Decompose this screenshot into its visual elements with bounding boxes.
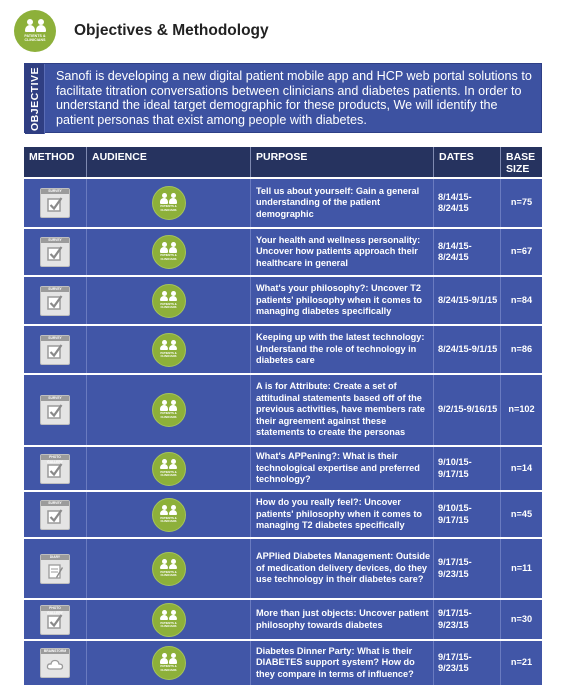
audience-label: PATIENTS & CLINICIANS [160, 253, 177, 261]
base-size-cell: n=86 [510, 343, 533, 354]
audience-cell [87, 375, 250, 445]
purpose-cell: What's your philosophy?: Uncover T2 patients' philosophy when it comes to managing diabetes specifically [256, 283, 423, 317]
audience-cell [87, 447, 250, 490]
checkbox-icon [40, 188, 70, 218]
table-row [24, 227, 542, 275]
base-size-cell: n=75 [510, 197, 533, 208]
table-row [24, 177, 542, 227]
patients-clinicians-icon [152, 452, 186, 486]
method-cell [24, 492, 86, 537]
method-cell [24, 326, 86, 373]
purpose-cell: How do you really feel?: Uncover patients' philosophy when it comes to managing T2 diabetes specifically [256, 497, 423, 531]
header-purpose: PURPOSE [256, 151, 308, 163]
patients-clinicians-icon [152, 235, 186, 269]
method-label: SURVEY [41, 336, 69, 341]
audience-cell [87, 600, 250, 639]
patients-clinicians-icon [152, 333, 186, 367]
checkbox-icon [40, 395, 70, 425]
table-row [24, 537, 542, 598]
audience-label: PATIENTS & CLINICIANS [160, 569, 177, 577]
method-cell [24, 641, 86, 685]
method-label: PHOTO GALLERY [41, 606, 69, 611]
audience-cell [87, 179, 250, 227]
audience-cell [87, 229, 250, 275]
base-size-cell: n=102 [508, 404, 535, 415]
table-row [24, 445, 542, 490]
purpose-cell: More than just objects: Uncover patient philosophy towards diabetes [256, 608, 429, 630]
patients-clinicians-icon [152, 498, 186, 532]
method-cell [24, 277, 86, 324]
dates-cell: 8/24/15-9/1/15 [438, 294, 498, 305]
dates-cell: 9/10/15-9/17/15 [438, 457, 472, 479]
dates-cell: 8/14/15-8/24/15 [438, 191, 472, 213]
photo-icon [40, 454, 70, 484]
audience-label: PATIENTS & CLINICIANS [160, 204, 177, 212]
checkbox-icon [40, 237, 70, 267]
purpose-cell: A is for Attribute: Create a set of attitudinal statements based off of the previous activities, have members rate their agreement against these statements to create the personas [256, 381, 426, 438]
method-label: SURVEY [41, 238, 69, 243]
cloud-icon [40, 648, 70, 678]
purpose-cell: Diabetes Dinner Party: What is their DIABETES support system? How do they compare in terms of influence? [256, 645, 415, 679]
header-base-size: BASE SIZE [506, 151, 536, 175]
audience-cell [87, 326, 250, 373]
audience-cell [87, 641, 250, 685]
diary-icon [40, 554, 70, 584]
page-title: Objectives & Methodology [74, 22, 269, 39]
method-label: SURVEY [41, 501, 69, 506]
audience-label: PATIENTS & CLINICIANS [160, 411, 177, 419]
audience-label: PATIENTS & CLINICIANS [160, 301, 177, 309]
patients-clinicians-icon [152, 603, 186, 637]
base-size-cell: n=14 [510, 462, 533, 473]
checkbox-icon [40, 335, 70, 365]
base-size-cell: n=67 [510, 246, 533, 257]
base-size-cell: n=30 [510, 613, 533, 624]
logo [14, 10, 56, 52]
table-row [24, 639, 542, 685]
method-label: PHOTO GALLERY [41, 455, 69, 460]
method-label: SURVEY [41, 396, 69, 401]
table-row [24, 324, 542, 373]
methodology-table [24, 147, 542, 685]
purpose-cell: Keeping up with the latest technology: Understand the role of technology in diabetes care [256, 332, 425, 366]
dates-cell: 9/10/15-9/17/15 [438, 503, 472, 525]
patients-clinicians-icon [152, 646, 186, 680]
checkbox-icon [40, 286, 70, 316]
table-row [24, 275, 542, 324]
checkbox-icon [40, 500, 70, 530]
audience-cell [87, 277, 250, 324]
audience-cell [87, 492, 250, 537]
objective-tab [25, 64, 45, 134]
dates-cell: 9/17/15-9/23/15 [438, 557, 472, 579]
purpose-cell: APPlied Diabetes Management: Outside of medication delivery devices, do they use technology in their diabetes care? [256, 551, 431, 585]
patients-clinicians-icon [152, 393, 186, 427]
audience-label: PATIENTS & CLINICIANS [160, 515, 177, 523]
method-cell [24, 539, 86, 598]
objective-box [24, 63, 542, 133]
base-size-cell: n=11 [511, 562, 532, 573]
audience-label: PATIENTS & CLINICIANS [160, 620, 177, 628]
header-dates: DATES [439, 151, 474, 163]
purpose-cell: Tell us about yourself: Gain a general understanding of the patient demographic [256, 185, 420, 219]
method-cell [24, 600, 86, 639]
table-row [24, 598, 542, 639]
purpose-cell: What's APPening?: What is their technological expertise and preferred technology? [256, 451, 420, 485]
dates-cell: 9/2/15-9/16/15 [438, 404, 498, 415]
audience-label: PATIENTS & CLINICIANS [160, 469, 177, 477]
dates-cell: 8/24/15-9/1/15 [438, 343, 498, 354]
method-cell [24, 179, 86, 227]
method-cell [24, 229, 86, 275]
dates-cell: 9/17/15-9/23/15 [438, 651, 472, 673]
base-size-cell: n=45 [510, 508, 533, 519]
table-row [24, 373, 542, 445]
method-label: DIARY [41, 555, 69, 560]
method-label: SURVEY [41, 189, 69, 194]
audience-label: PATIENTS & CLINICIANS [160, 664, 177, 672]
dates-cell: 9/17/15-9/23/15 [438, 608, 472, 630]
photo-icon [40, 605, 70, 635]
table-header [24, 147, 542, 177]
base-size-cell: n=21 [510, 657, 533, 668]
patients-clinicians-icon [152, 186, 186, 220]
header-audience: AUDIENCE [92, 151, 147, 163]
base-size-cell: n=84 [510, 294, 533, 305]
logo-text: PATIENTS & CLINICIANS [24, 33, 46, 42]
patients-clinicians-icon [152, 552, 186, 586]
header-method: METHOD [29, 151, 75, 163]
method-cell [24, 447, 86, 490]
audience-cell [87, 539, 250, 598]
method-label: SURVEY [41, 287, 69, 292]
method-label: BRAINSTORM [41, 649, 69, 654]
table-row [24, 490, 542, 537]
method-cell [24, 375, 86, 445]
purpose-cell: Your health and wellness personality: Uncover how patients approach their healthcare in general [256, 234, 421, 268]
dates-cell: 8/14/15-8/24/15 [438, 240, 472, 262]
objective-label: OBJECTIVE [28, 66, 41, 132]
patients-clinicians-icon [152, 284, 186, 318]
objective-text: Sanofi is developing a new digital patient mobile app and HCP web portal solutions to facilitate titration conversations between clinicians and diabetes patients. In order to understand the ideal target demographic for these products, We will identify the patient personas that exist among people with diabetes. [56, 69, 532, 127]
audience-label: PATIENTS & CLINICIANS [160, 350, 177, 358]
